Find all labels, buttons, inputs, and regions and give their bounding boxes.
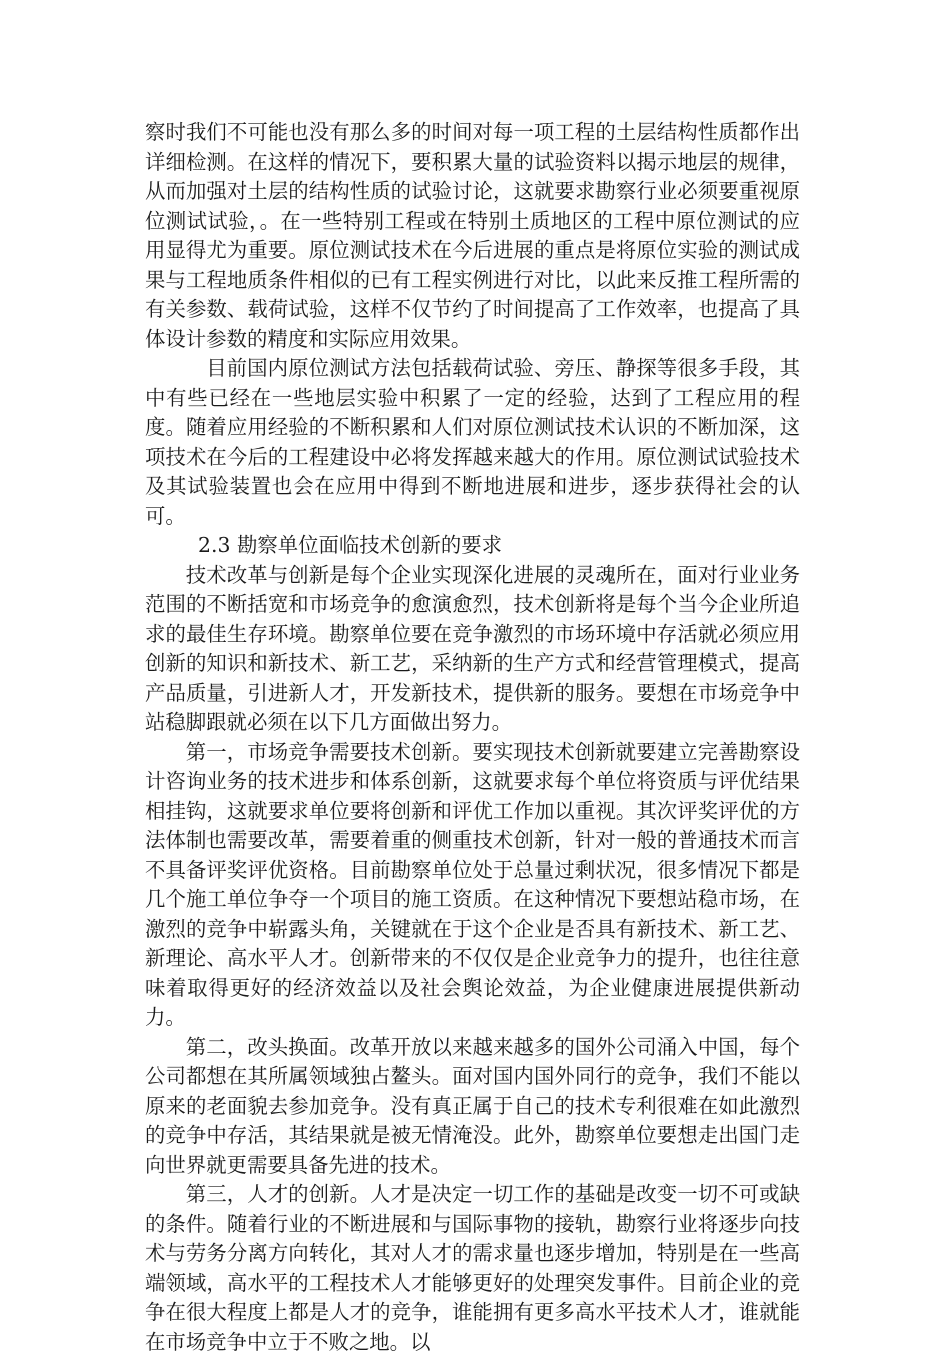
paragraph: 第二，改头换面。改革开放以来越来越多的国外公司涌入中国，每个公司都想在其所属领域独占鳌头。面对国内国外同行的竞争，我们不能以原来的老面貌去参加竞争。没有真正属于自己的技术专利很难在如此激烈的竞争中存活，其结果就是被无情淹没。此外，勘察单位要想走出国门走向世界就更需要具备先进的技术。: [145, 1034, 800, 1177]
paragraph-continued: 察时我们不可能也没有那么多的时间对每一项工程的土层结构性质都作出详细检测。在这样的情况下，要积累大量的试验资料以揭示地层的规律，从而加强对土层的结构性质的试验讨论，这就要求勘察行业必须要重视原位测试试验，。在一些特别工程或在特别土质地区的工程中原位测试的应用显得尤为重要。原位测试技术在今后进展的重点是将原位实验的测试成果与工程地质条件相似的已有工程实例进行对比，以此来反推工程所需的有关参数、载荷试验，这样不仅节约了时间提高了工作效率，也提高了具体设计参数的精度和实际应用效果。: [145, 120, 800, 351]
paragraph: 技术改革与创新是每个企业实现深化进展的灵魂所在，面对行业业务范围的不断括宽和市场竞争的愈演愈烈，技术创新将是每个当今企业所追求的最佳生存环境。勘察单位要在竞争激烈的市场环境中存活就必须应用创新的知识和新技术、新工艺，采纳新的生产方式和经营管理模式，提高产品质量，引进新人才，开发新技术，提供新的服务。要想在市场竞争中站稳脚跟就必须在以下几方面做出努力。: [145, 562, 800, 734]
document-body: [145, 118, 800, 1357]
section-heading: 2.3 勘察单位面临技术创新的要求: [198, 533, 503, 557]
paragraph: 第一，市场竞争需要技术创新。要实现技术创新就要建立完善勘察设计咨询业务的技术进步和体系创新，这就要求每个单位将资质与评优结果相挂钩，这就要求单位要将创新和评优工作加以重视。其次评奖评优的方法体制也需要改革，需要着重的侧重技术创新，针对一般的普通技术而言不具备评奖评优资格。目前勘察单位处于总量过剩状况，很多情况下都是几个施工单位争夺一个项目的施工资质。在这种情况下要想站稳市场，在激烈的竞争中崭露头角，关键就在于这个企业是否具有新技术、新工艺、新理论、高水平人才。创新带来的不仅仅是企业竞争力的提升，也往往意味着取得更好的经济效益以及社会舆论效益，为企业健康进展提供新动力。: [145, 739, 800, 1029]
paragraph: 第三，人才的创新。人才是决定一切工作的基础是改变一切不可或缺的条件。随着行业的不断进展和与国际事物的接轨，勘察行业将逐步向技术与劳务分离方向转化，其对人才的需求量也逐步增加，特别是在一些高端领域，高水平的工程技术人才能够更好的处理突发事件。目前企业的竞争在很大程度上都是人才的竞争，谁能拥有更多高水平技术人才，谁就能在市场竞争中立于不败之地。以: [145, 1182, 800, 1354]
paragraph: 目前国内原位测试方法包括载荷试验、旁压、静探等很多手段，其中有些已经在一些地层实验中积累了一定的经验，达到了工程应用的程度。随着应用经验的不断积累和人们对原位测试技术认识的不断加深，这项技术在今后的工程建设中必将发挥越来越大的作用。原位测试试验技术及其试验装置也会在应用中得到不断地进展和进步，逐步获得社会的认可。: [145, 356, 800, 528]
